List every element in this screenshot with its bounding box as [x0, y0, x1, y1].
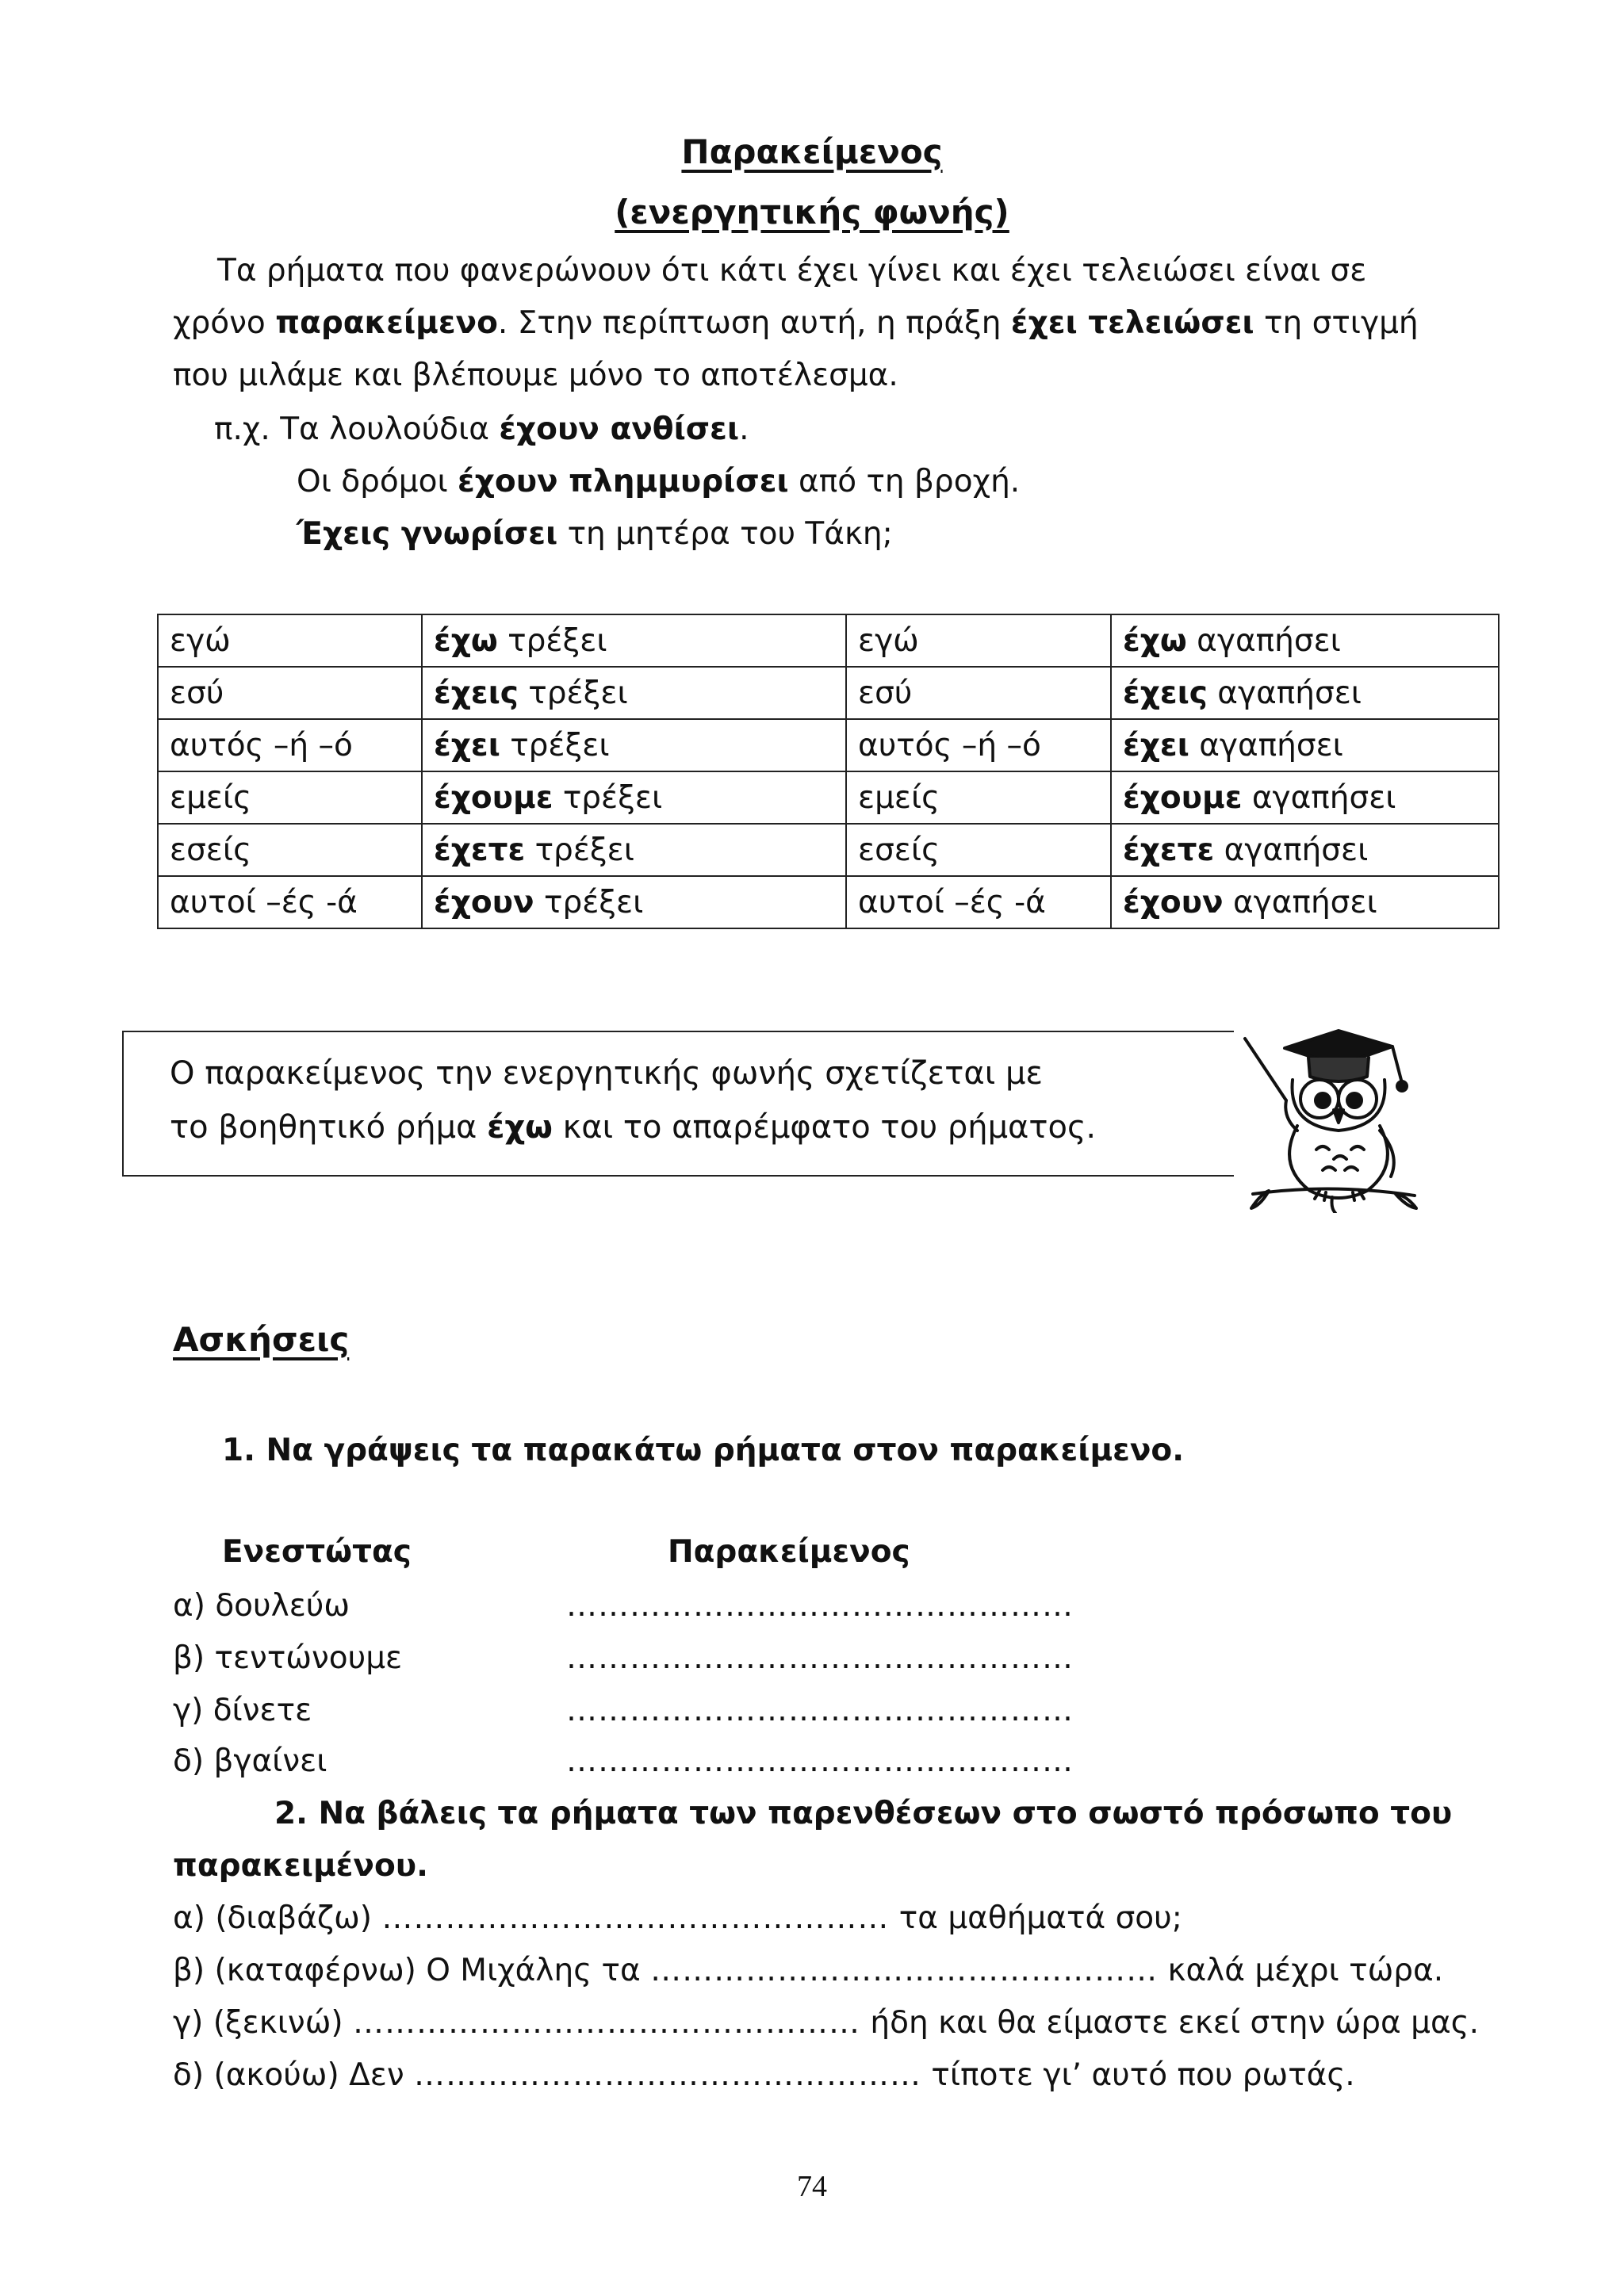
pronoun-cell: εγώ [846, 614, 1111, 667]
table-row [158, 771, 1499, 824]
answer-blank[interactable]: ………………………………………… [566, 1640, 1074, 1676]
column-header-present: Ενεστώτας [222, 1534, 412, 1570]
column-header-perfect: Παρακείμενος [668, 1534, 910, 1570]
verb-cell: έχετε τρέξει [422, 824, 846, 876]
page-subtitle: (ενεργητικής φωνής) [615, 193, 1009, 232]
rule-line-1: Ο παρακείμενος την ενεργητικής φωνής σχετίζεται με [170, 1055, 1044, 1092]
verb-cell: έχω αγαπήσει [1111, 614, 1499, 667]
exercise-2-item: β) (καταφέρνω) Ο Μιχάλης τα ………………………………………… καλά μέχρι τώρα. [173, 1953, 1444, 1988]
exercise-1-title: 1. Να γράψεις τα παρακάτω ρήματα στον παρακείμενο. [222, 1433, 1185, 1468]
owl-graduate-icon [1237, 1007, 1419, 1213]
exercise-2-item: α) (διαβάζω) ………………………………………… τα μαθήματά σου; [173, 1900, 1182, 1936]
example-3: Έχεις γνωρίσει τη μητέρα του Τάκη; [297, 516, 893, 552]
answer-blank[interactable]: ………………………………………… [566, 1693, 1074, 1728]
intro-line-2: χρόνο παρακείμενο. Στην περίπτωση αυτή, η πράξη έχει τελειώσει τη στιγμή [173, 305, 1419, 341]
exercise-1-item: β) τεντώνουμε [173, 1640, 403, 1676]
table-row [158, 667, 1499, 719]
verb-cell: έχω τρέξει [422, 614, 846, 667]
rule-box [122, 1031, 1234, 1177]
pronoun-cell: εμείς [846, 771, 1111, 824]
answer-blank[interactable]: ………………………………………… [381, 1900, 890, 1936]
answer-blank[interactable]: ………………………………………… [566, 1743, 1074, 1779]
exercise-2-item: δ) (ακούω) Δεν ………………………………………… τίποτε γι’ αυτό που ρωτάς. [173, 2057, 1355, 2093]
exercise-1-item: δ) βγαίνει [173, 1743, 327, 1779]
table-row [158, 824, 1499, 876]
exercise-2-item: γ) (ξεκινώ) ………………………………………… ήδη και θα είμαστε εκεί στην ώρα μας. [173, 2005, 1479, 2041]
page-number: 74 [797, 2170, 827, 2203]
exercise-2-title: 2. Να βάλεις τα ρήματα των παρενθέσεων στο σωστό πρόσωπο του [274, 1796, 1453, 1831]
exercise-2-title-cont: παρακειμένου. [173, 1848, 428, 1884]
verb-cell: έχεις τρέξει [422, 667, 846, 719]
pronoun-cell: εσείς [846, 824, 1111, 876]
table-row [158, 876, 1499, 928]
verb-cell: έχει τρέξει [422, 719, 846, 771]
exercise-1-item: γ) δίνετε [173, 1693, 312, 1728]
conjugation-table [157, 614, 1500, 929]
answer-blank[interactable]: ………………………………………… [352, 2005, 860, 2041]
verb-cell: έχουμε τρέξει [422, 771, 846, 824]
pronoun-cell: εγώ [158, 614, 422, 667]
pronoun-cell: αυτοί –ές -ά [158, 876, 422, 928]
exercise-1-item: α) δουλεύω [173, 1588, 350, 1624]
verb-cell: έχουν τρέξει [422, 876, 846, 928]
pronoun-cell: αυτός –ή –ό [158, 719, 422, 771]
intro-line-1: Τα ρήματα που φανερώνουν ότι κάτι έχει γίνει και έχει τελειώσει είναι σε [217, 253, 1367, 289]
example-2: Οι δρόμοι έχουν πλημμυρίσει από τη βροχή. [297, 464, 1021, 499]
table-row [158, 614, 1499, 667]
verb-cell: έχετε αγαπήσει [1111, 824, 1499, 876]
page-title: Παρακείμενος [681, 132, 943, 171]
example-1: π.χ. Τα λουλούδια έχουν ανθίσει. [214, 411, 749, 447]
verb-cell: έχει αγαπήσει [1111, 719, 1499, 771]
pronoun-cell: εσύ [846, 667, 1111, 719]
rule-line-2: το βοηθητικό ρήμα έχω και το απαρέμφατο του ρήματος. [170, 1109, 1097, 1146]
pronoun-cell: εσύ [158, 667, 422, 719]
verb-cell: έχουμε αγαπήσει [1111, 771, 1499, 824]
verb-cell: έχουν αγαπήσει [1111, 876, 1499, 928]
pronoun-cell: εμείς [158, 771, 422, 824]
intro-line-3: που μιλάμε και βλέπουμε μόνο το αποτέλεσμα. [173, 358, 898, 393]
pronoun-cell: εσείς [158, 824, 422, 876]
answer-blank[interactable]: ………………………………………… [414, 2057, 922, 2093]
table-row [158, 719, 1499, 771]
exercises-heading: Ασκήσεις [173, 1320, 350, 1359]
pronoun-cell: αυτός –ή –ό [846, 719, 1111, 771]
answer-blank[interactable]: ………………………………………… [650, 1953, 1159, 1988]
pronoun-cell: αυτοί –ές -ά [846, 876, 1111, 928]
answer-blank[interactable]: ………………………………………… [566, 1588, 1074, 1624]
verb-cell: έχεις αγαπήσει [1111, 667, 1499, 719]
